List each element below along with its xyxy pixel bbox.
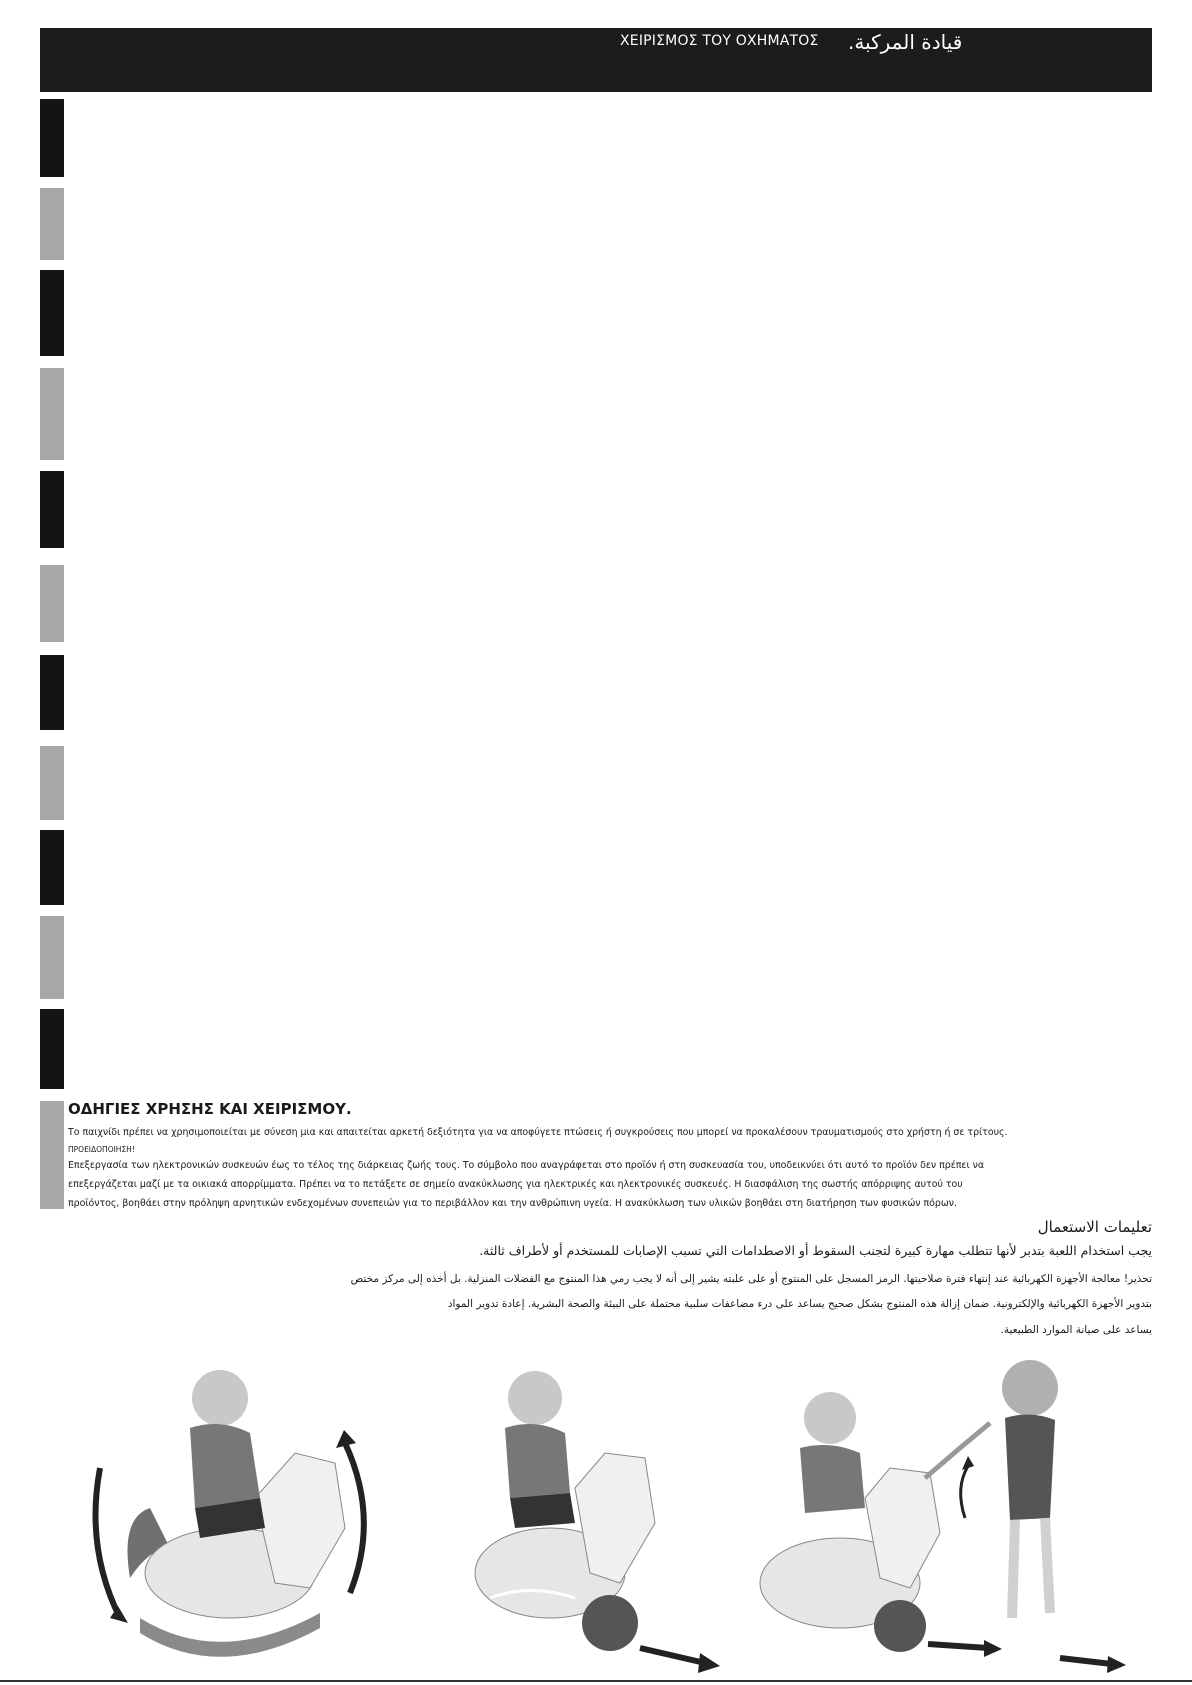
language-tab[interactable]	[40, 368, 64, 460]
footer-rule	[0, 1680, 1192, 1682]
language-tab[interactable]	[40, 655, 64, 730]
wheel	[874, 1600, 926, 1652]
child-shorts	[510, 1493, 575, 1528]
arrow-head-icon	[984, 1640, 1002, 1657]
greek-warning-label: ΠΡΟΕΙΔΟΠΟΙΗΣΗ!	[68, 1145, 135, 1154]
girl-head	[1002, 1360, 1058, 1416]
language-tab[interactable]	[40, 565, 64, 642]
language-tab-greek-active[interactable]	[40, 1101, 64, 1209]
arabic-paragraph-line: بتدوير الأجهزة الكهربائية والإلكترونية. ضمان إزالة هذه المنتوج بشكل صحيح يساعد على درء مضاعفات سلبية محتملة على البيئة والصحة البشرية. إعادة تدوير المواد	[447, 1298, 1152, 1310]
wheel	[582, 1595, 638, 1651]
arabic-paragraph-line: يساعد على صيانة الموارد الطبيعية.	[1000, 1324, 1152, 1336]
direction-arrow-icon	[928, 1644, 988, 1648]
language-tab[interactable]	[40, 916, 64, 999]
arrow-head-icon	[962, 1456, 974, 1470]
language-tab[interactable]	[40, 830, 64, 905]
child-shirt	[800, 1445, 865, 1513]
greek-paragraph-line: προϊόντος, βοηθάει στην πρόληψη αρνητικών ενδεχομένων συνεπειών για το περιβάλλον και την ανθρώπινη υγεία. Η ανακύκλωση των υλικών βοηθάει στη διατήρηση των φυσικών πόρων.	[68, 1198, 957, 1209]
child-head	[192, 1370, 248, 1426]
header-bar	[40, 28, 1152, 92]
language-tab[interactable]	[40, 1009, 64, 1089]
lift-arrow-icon	[961, 1466, 968, 1518]
arabic-paragraph-line: تحذير! معالجة الأجهزة الكهربائية عند إنتهاء فترة صلاحيتها. الرمز المسجل على المنتوج أو على علبته يشير إلى أنه لا يجب رمي هذا المنتوج مع الفضلات المنزلية. بل أخذه إلى مركز مختص	[350, 1273, 1152, 1285]
child-shirt	[190, 1424, 260, 1508]
greek-section-title: ΟΔΗΓΙΕΣ ΧΡΗΣΗΣ ΚΑΙ ΧΕΙΡΙΣΜΟΥ.	[68, 1100, 352, 1118]
language-tab[interactable]	[40, 270, 64, 356]
rocker-base	[140, 1613, 320, 1657]
child-head	[508, 1371, 562, 1425]
arrow-head-icon	[336, 1430, 356, 1448]
language-tab[interactable]	[40, 99, 64, 177]
pull-strap	[925, 1423, 990, 1478]
arrow-head-icon	[698, 1653, 720, 1673]
child-head	[804, 1392, 856, 1444]
language-tab[interactable]	[40, 746, 64, 820]
rock-arrow-left-icon	[96, 1468, 121, 1618]
language-tab[interactable]	[40, 471, 64, 548]
child-shirt	[505, 1424, 570, 1498]
greek-paragraph-line: Το παιχνίδι πρέπει να χρησιμοποιείται με σύνεση μια και απαιτείται αρκετή δεξιότητα για να αποφύγετε πτώσεις ή συγκρούσεις που μπορεί να προκαλέσουν τραυματισμούς στο χρήστη ή σε τρίτους.	[68, 1127, 1008, 1138]
direction-arrow-icon	[640, 1648, 705, 1663]
girl-legs	[1012, 1518, 1050, 1618]
rock-arrow-right-icon	[345, 1443, 364, 1593]
language-tab[interactable]	[40, 188, 64, 260]
illustration-ride-mode	[450, 1348, 730, 1678]
direction-arrow-icon	[1060, 1658, 1112, 1664]
illustration-rocking-mode	[80, 1348, 400, 1678]
girl-overalls	[1005, 1414, 1055, 1520]
arrow-head-icon	[1107, 1656, 1126, 1673]
illustration-pull-mode	[750, 1348, 1150, 1678]
header-greek-title: ΧΕΙΡΙΣΜΟΣ ΤΟΥ ΟΧΗΜΑΤΟΣ	[620, 33, 819, 49]
arabic-section-title: تعليمات الاستعمال	[1037, 1218, 1152, 1236]
greek-paragraph-line: επεξεργάζεται μαζί με τα οικιακά απορρίμματα. Πρέπει να το πετάξετε σε σημείο ανακύκλωσης για ηλεκτρικές και ηλεκτρονικές συσκευές. Η διασφάλιση της σωστής απόρριψης αυτού του	[68, 1179, 963, 1190]
header-arabic-title: قيادة المركبة.	[848, 30, 963, 54]
arabic-paragraph-line: يجب استخدام اللعبة بتدبر لأنها تتطلب مهارة كبيرة لتجنب السقوط أو الاصطدامات التي تسبب الإصابات للمستخدم أو لأطراف ثالثة.	[479, 1243, 1152, 1258]
greek-paragraph-line: Επεξεργασία των ηλεκτρονικών συσκευών έως το τέλος της διάρκειας ζωής τους. Το σύμβολο που αναγράφεται στο προϊόν ή στη συσκευασία του, υποδεικνύει ότι αυτό το προϊόν δεν πρέπει να	[68, 1160, 985, 1171]
